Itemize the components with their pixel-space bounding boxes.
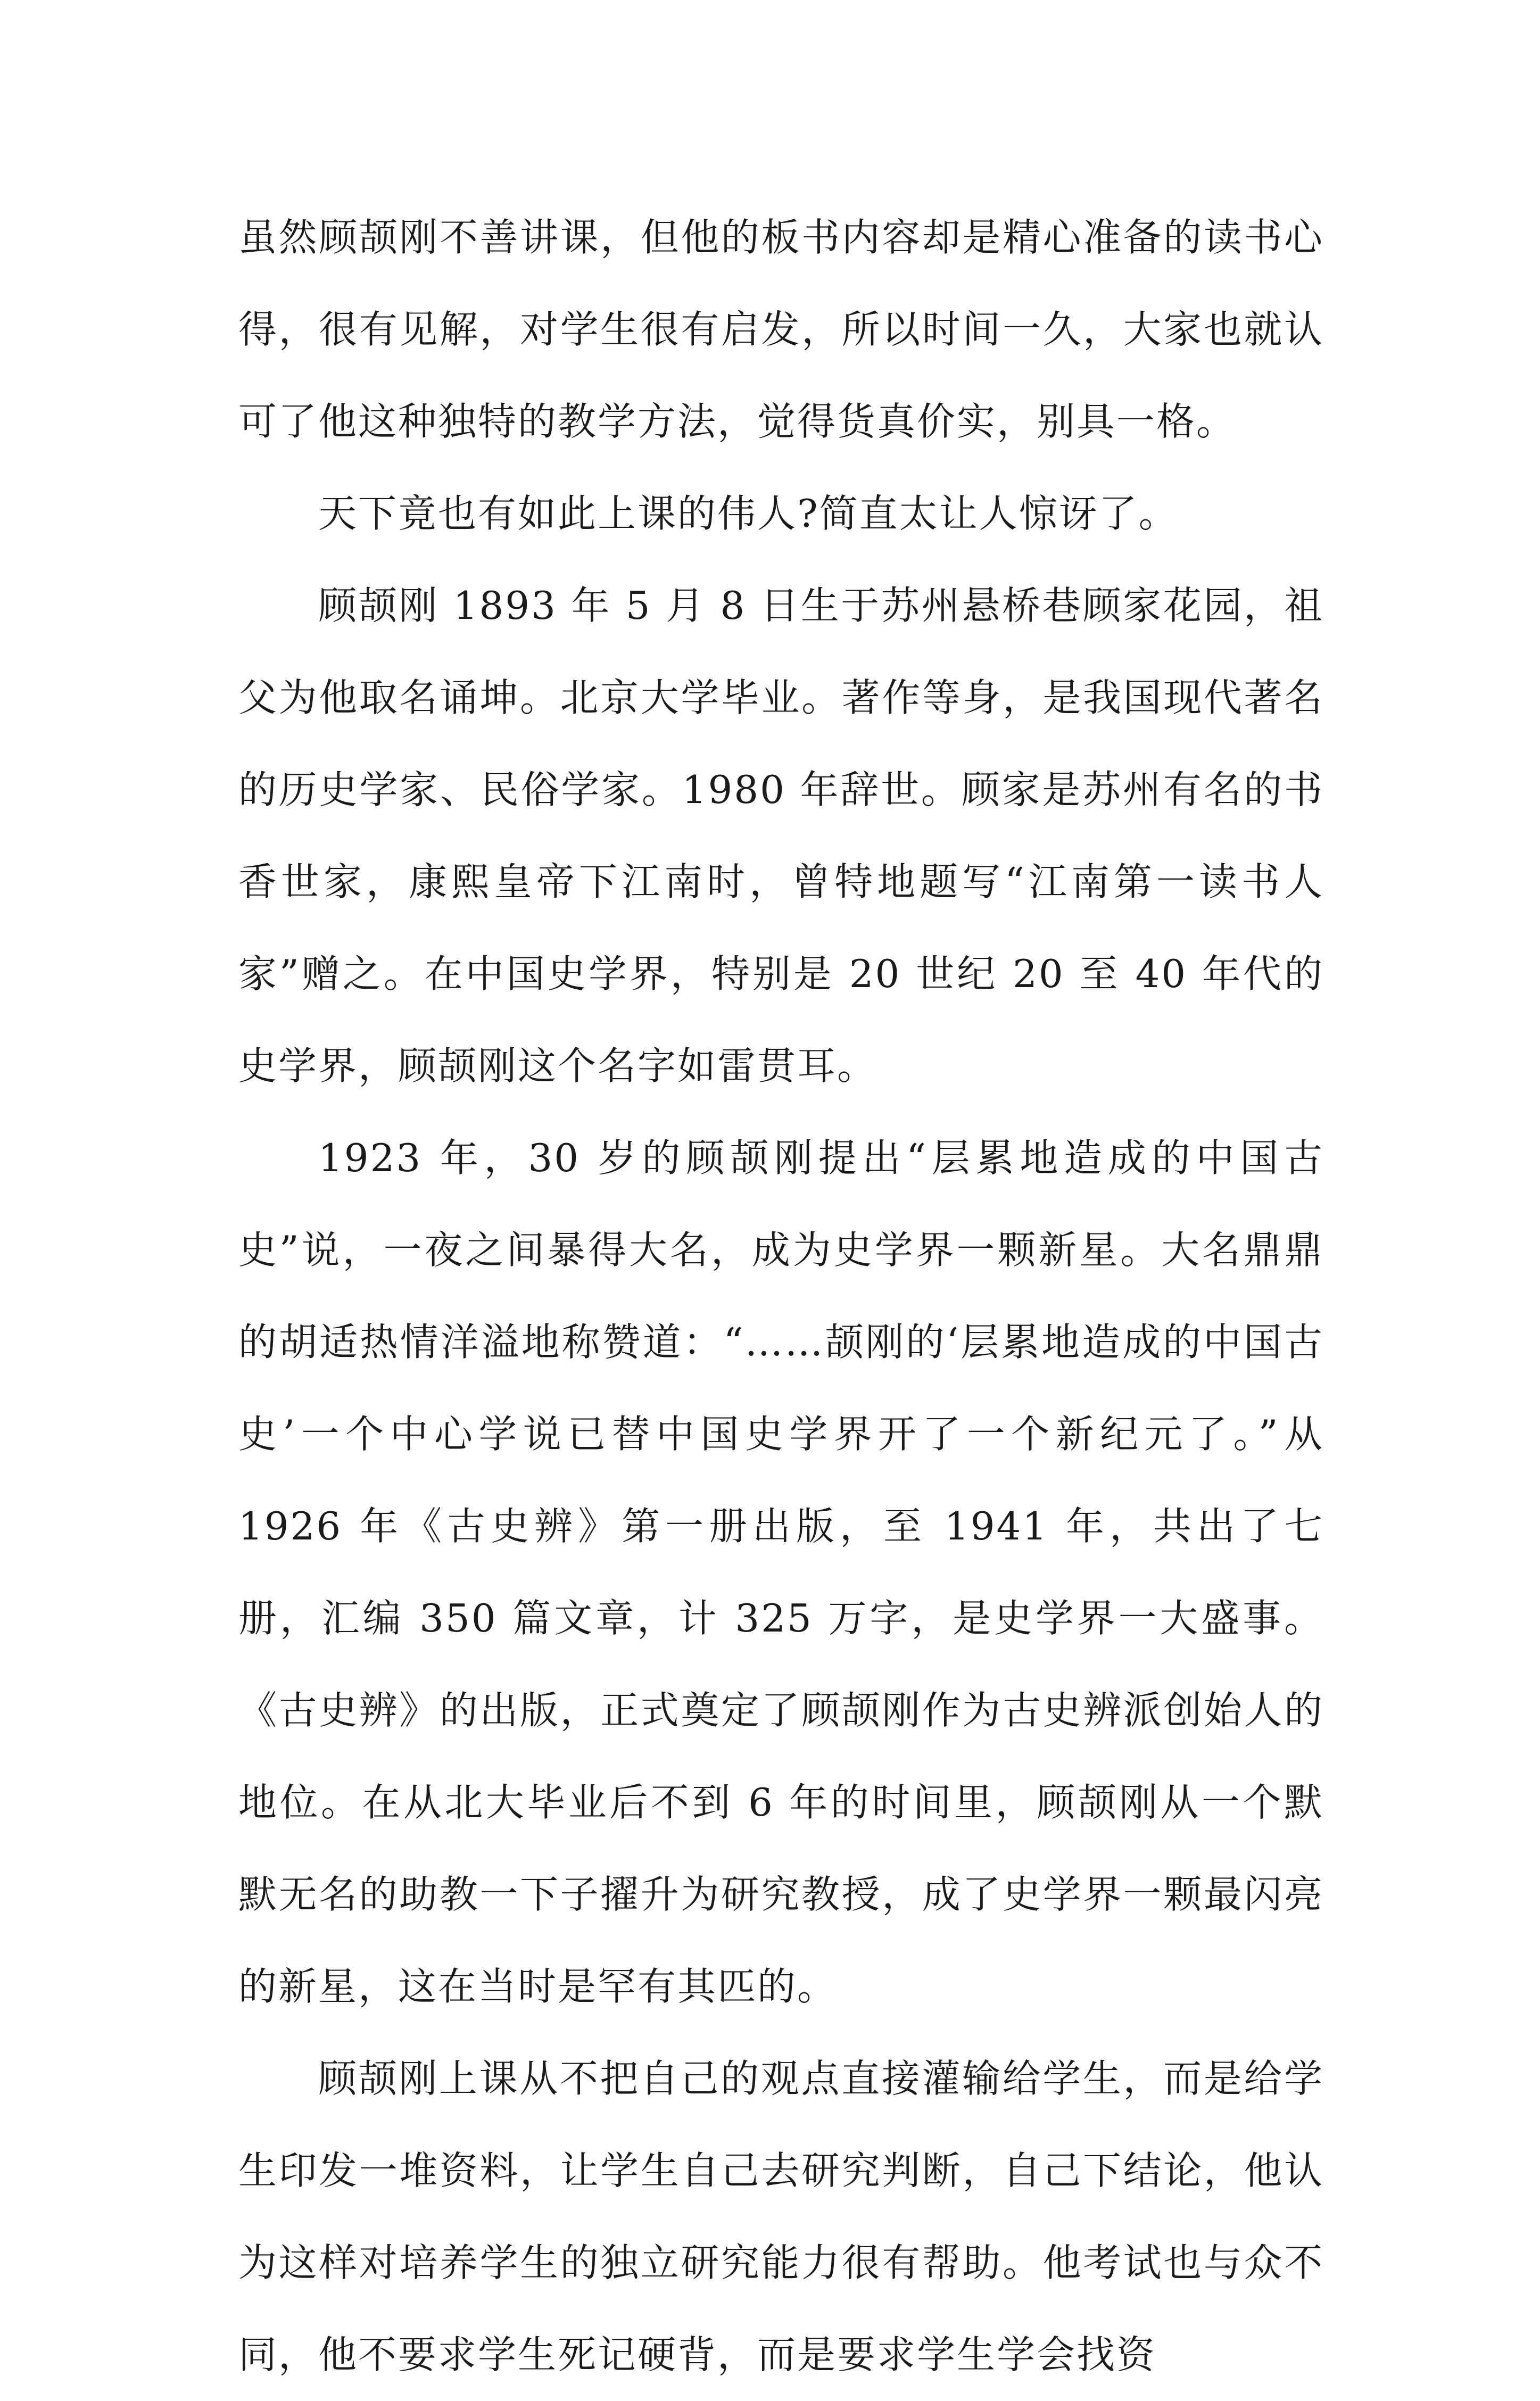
paragraph-5: 顾颉刚上课从不把自己的观点直接灌输给学生，而是给学生印发一堆资料，让学生自己去研究判断，自己下结论，他认为这样对培养学生的独立研究能力很有帮助。他考试也与众不同，他不要求学生死记硬背，而是要求学生学会找资 [238, 2056, 1324, 2377]
paragraph-3: 顾颉刚 1893 年 5 月 8 日生于苏州悬桥巷顾家花园，祖父为他取名诵坤。北京大学毕业。著作等身，是我国现代著名的历史学家、民俗学家。1980 年辞世。顾家是苏州有名的书香世家，康熙皇帝下江南时，曾特地题写“江南第一读书人家”赠之。在中国史学界，特别是 20 世纪 20 至 40 年代的史学界，顾颉刚这个名字如雷贯耳。 [238, 583, 1324, 1088]
body-text [238, 192, 1324, 2401]
paragraph-1: 虽然顾颉刚不善讲课，但他的板书内容却是精心准备的读书心得，很有见解，对学生很有启发，所以时间一久，大家也就认可了他这种独特的教学方法，觉得货真价实，别具一格。 [238, 215, 1324, 444]
paragraph-4: 1923 年，30 岁的顾颉刚提出“层累地造成的中国古史”说，一夜之间暴得大名，成为史学界一颗新星。大名鼎鼎的胡适热情洋溢地称赞道：“……颉刚的‘层累地造成的中国古史’一个中心学说已替中国史学界开了一个新纪元了。”从 1926 年《古史辨》第一册出版，至 1941 年，共出了七册，汇编 350 篇文章，计 325 万字，是史学界一大盛事。《古史辨》的出版，正式奠定了顾颉刚作为古史辨派创始人的地位。在从北大毕业后不到 6 年的时间里，顾颉刚从一个默默无名的助教一下子擢升为研究教授，成了史学界一颗最闪亮的新星，这在当时是罕有其匹的。 [238, 1136, 1324, 2009]
paragraph-2: 天下竟也有如此上课的伟人?简直太让人惊讶了。 [318, 491, 1179, 536]
